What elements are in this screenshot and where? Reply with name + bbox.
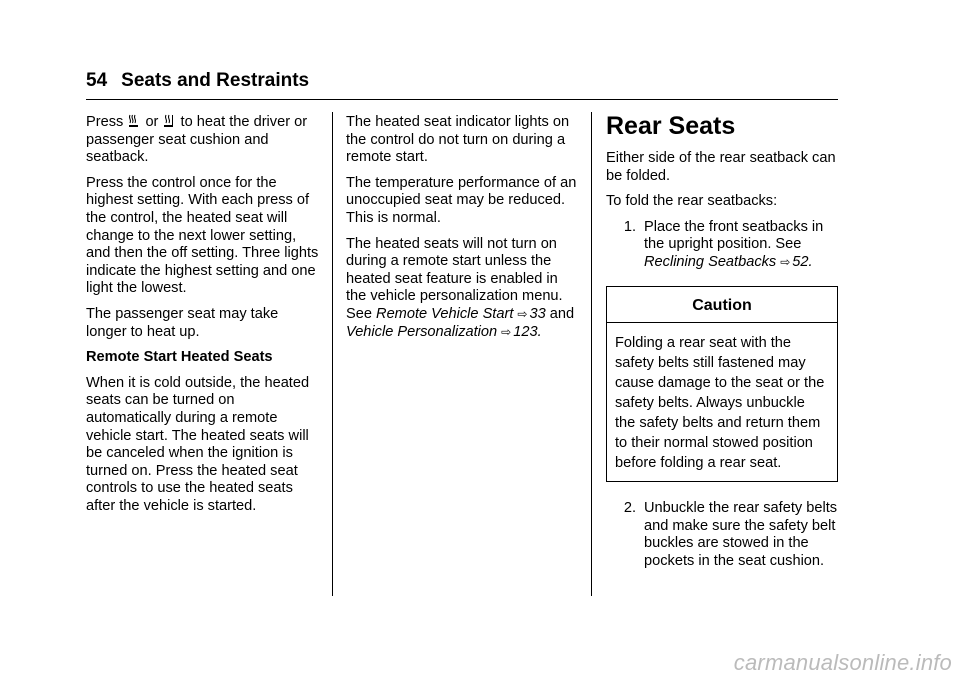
remote-start-subheading: Remote Start Heated Seats	[86, 349, 273, 366]
heated-seat-back-icon	[163, 114, 174, 128]
caution-box	[606, 286, 838, 483]
step-number: 1.	[623, 218, 636, 235]
page-header	[86, 70, 309, 92]
page-ref-arrow-icon: ⇨	[517, 306, 528, 321]
fold-instruction: To fold the rear seatbacks:	[606, 193, 778, 210]
heated-seat-cushion-icon	[128, 114, 139, 128]
step-number: 2.	[623, 500, 636, 517]
remote-vehicle-start-link[interactable]: Remote Vehicle Start	[376, 305, 514, 322]
step-1	[606, 219, 838, 272]
page-ref-arrow-icon: ⇨	[780, 254, 791, 269]
section-title: Seats and Restraints	[121, 70, 310, 91]
step-2	[606, 500, 838, 570]
watermark: carmanualsonline.info	[733, 650, 952, 675]
caution-body: Folding a rear seat with the safety belts still fastened may cause damage to the seat or the safety belts. Always unbuckle the safety belts and return them to their normal stowed position before folding a rear seat.	[615, 335, 825, 472]
step-text: Unbuckle the rear safety belts and make sure the safety belt buckles are stowed in the pockets in the seat cushion.	[644, 500, 838, 569]
vehicle-personalization-page[interactable]: 123	[513, 323, 538, 340]
indicator-paragraph: The heated seat indicator lights on the control do not turn on during a remote start.	[346, 114, 570, 166]
passenger-paragraph: The passenger seat may take longer to heat up.	[86, 305, 279, 340]
step-text: Place the front seatbacks in the upright position. See Reclining Seatbacks ⇨ 52.	[644, 218, 824, 270]
page-number: 54	[86, 70, 108, 91]
reclining-seatbacks-link[interactable]: Reclining Seatbacks	[644, 253, 777, 270]
column-divider-1	[332, 112, 333, 596]
remote-start-paragraph: When it is cold outside, the heated seats can be turned on automatically during a remote vehicle start. The heated seats will be canceled when the ignition is turned on. Press the heated seat controls to use the heated seats after the vehicle is started.	[86, 374, 310, 514]
heated-seat-paragraph: Press or to heat the driver or passenger seat cushion and seatback.	[86, 114, 308, 166]
reclining-seatbacks-page[interactable]: 52	[792, 253, 809, 270]
column-1	[86, 114, 321, 523]
column-2	[346, 114, 581, 349]
temperature-paragraph: The temperature performance of an unoccupied seat may be reduced. This is normal.	[346, 174, 577, 226]
vehicle-personalization-link[interactable]: Vehicle Personalization	[346, 323, 498, 340]
column-3	[606, 112, 838, 581]
caution-title: Caution	[607, 287, 837, 324]
personalization-paragraph: The heated seats will not turn on during a remote start unless the heated seat feature is enabled in the vehicle personalization menu. See Remote Vehicle Start ⇨ 33 and Vehicle Personalization ⇨ 123.	[346, 235, 575, 340]
header-rule	[86, 99, 838, 100]
setting-paragraph: Press the control once for the highest setting. With each press of the control, the heated seat will change to the next lower setting, and then the off setting. Three lights indicate the highest setting and one light the lowest.	[86, 174, 319, 297]
rear-seats-heading: Rear Seats	[606, 112, 736, 140]
remote-vehicle-start-page[interactable]: 33	[529, 305, 546, 322]
column-divider-2	[591, 112, 592, 596]
page-ref-arrow-icon: ⇨	[501, 324, 512, 339]
rear-seats-intro: Either side of the rear seatback can be folded.	[606, 150, 836, 184]
